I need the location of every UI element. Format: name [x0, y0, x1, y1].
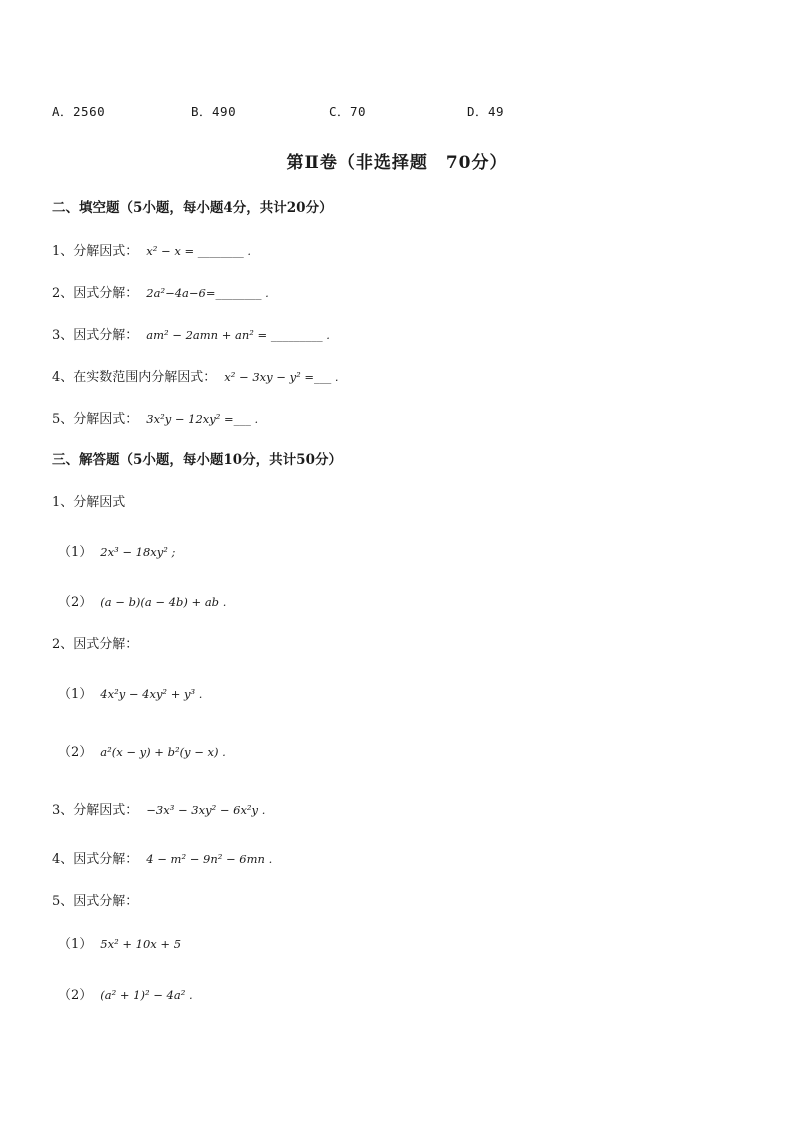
math-expression: a²(x − y) + b²(y − x) . [100, 745, 226, 759]
part-label: （2） [58, 595, 93, 610]
question-4 [52, 850, 272, 869]
math-expression: 5x² + 10x + 5 [100, 937, 182, 951]
question-1-prompt: 1、分解因式 [52, 495, 126, 510]
question-2-part-2 [58, 743, 226, 762]
part-label: （1） [58, 545, 93, 560]
part-label: （2） [58, 745, 93, 760]
question-prompt: 2、因式分解： [52, 286, 139, 301]
solve-heading: 三、解答题（5小题，每小题10分，共计50分） [52, 452, 342, 468]
section-title: 第Ⅱ卷（非选择题 70分） [286, 153, 508, 173]
question-5-part-2 [58, 986, 193, 1005]
question-prompt: 3、分解因式： [52, 803, 139, 818]
part-label: （1） [58, 937, 93, 952]
question-2-prompt: 2、因式分解： [52, 637, 139, 652]
fill-blank-heading: 二、填空题（5小题，每小题4分，共计20分） [52, 200, 333, 216]
math-expression: 2a²−4a−6=________ . [146, 286, 269, 300]
question-prompt: 5、分解因式： [52, 412, 139, 427]
math-expression: (a² + 1)² − 4a² . [100, 988, 193, 1002]
question-3 [52, 801, 265, 820]
question-2-part-1 [58, 685, 202, 704]
math-expression: 4x²y − 4xy² + y³ . [100, 687, 203, 701]
math-expression: 3x²y − 12xy² =___ . [146, 412, 259, 426]
math-expression: x² − x = ________ . [146, 244, 252, 258]
choice-d: D．49 [467, 104, 505, 119]
question-1-part-2 [58, 593, 226, 612]
choice-a: A．2560 [52, 104, 106, 119]
question-5-prompt: 5、因式分解： [52, 894, 139, 909]
question-prompt: 3、因式分解： [52, 328, 139, 343]
fill-blank-item-4 [52, 368, 339, 387]
question-prompt: 4、因式分解： [52, 852, 139, 867]
math-expression: 4 − m² − 9n² − 6mn . [146, 852, 273, 866]
fill-blank-item-2 [52, 284, 269, 303]
math-expression: (a − b)(a − 4b) + ab . [100, 595, 227, 609]
choice-b: B．490 [191, 104, 237, 119]
question-prompt: 4、在实数范围内分解因式： [52, 370, 217, 385]
fill-blank-item-3 [52, 326, 330, 345]
part-label: （1） [58, 687, 93, 702]
math-expression: x² − 3xy − y² =___ . [224, 370, 339, 384]
fill-blank-item-1 [52, 242, 251, 261]
math-expression: −3x³ − 3xy² − 6x²y . [146, 803, 266, 817]
question-prompt: 1、分解因式： [52, 244, 139, 259]
choice-c: C．70 [329, 104, 367, 119]
question-5-part-1 [58, 935, 181, 954]
math-expression: am² − 2amn + an² = _________ . [146, 328, 330, 342]
part-label: （2） [58, 988, 93, 1003]
math-expression: 2x³ − 18xy² ; [100, 545, 176, 559]
fill-blank-item-5 [52, 410, 258, 429]
question-1-part-1 [58, 543, 175, 562]
